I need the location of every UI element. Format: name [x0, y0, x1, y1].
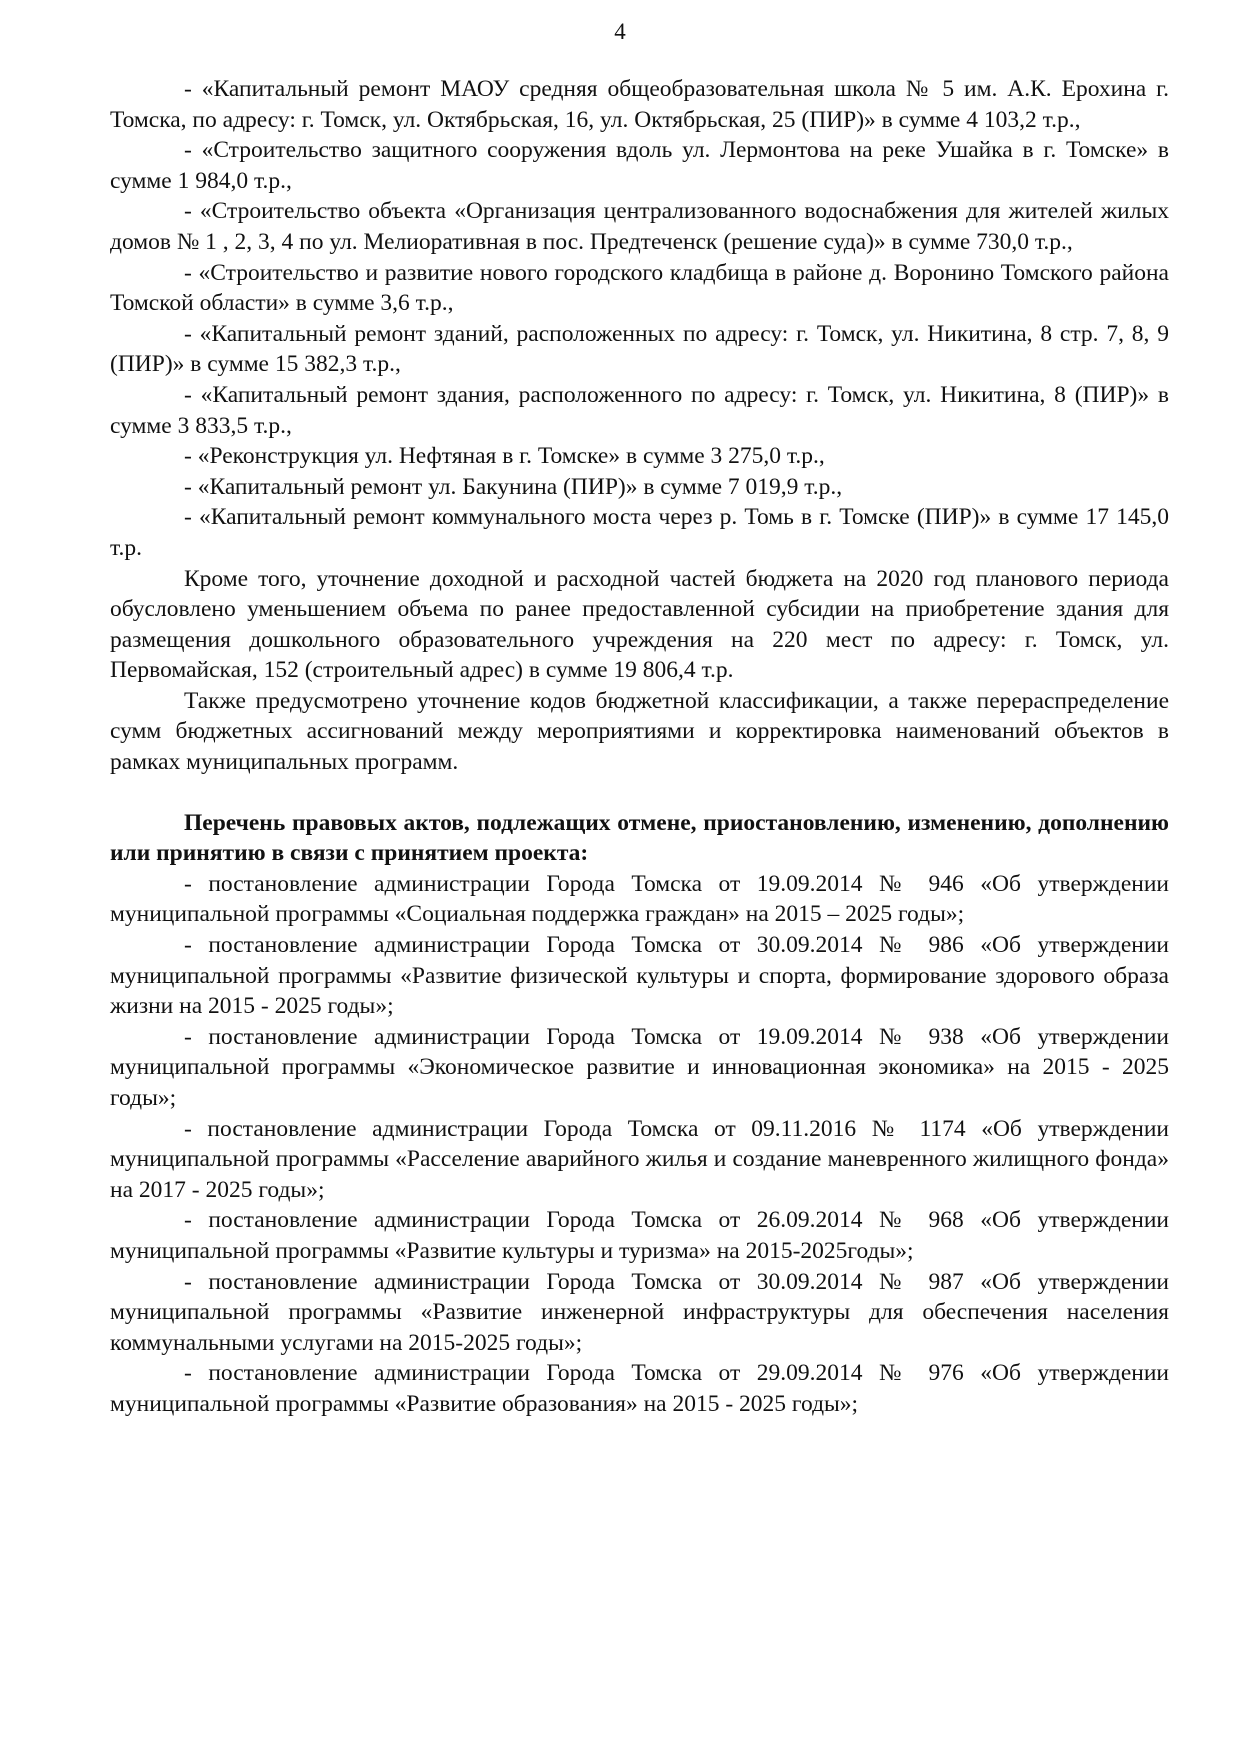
paragraph-list-item: - «Капитальный ремонт зданий, расположенных по адресу: г. Томск, ул. Никитина, 8 стр. 7, 8, 9 (ПИР)» в сумме 15 382,3 т.р., — [110, 320, 1169, 378]
paragraph-list-item: - «Капитальный ремонт МАОУ средняя общеобразовательная школа № 5 им. А.К. Ерохина г. Томска, по адресу: г. Томск, ул. Октябрьская, 16, ул. Октябрьская, 25 (ПИР)» в сумме 4 103,2 т.р., — [110, 76, 1169, 133]
legal-act-item: - постановление администрации Города Томска от 19.09.2014 № 938 «Об утверждении муниципальной программы «Экономическое развитие и инновационная экономика» на 2015 - 2025 годы»; — [110, 1023, 1169, 1111]
paragraph-text: Также предусмотрено уточнение кодов бюджетной классификации, а также перераспределение сумм бюджетных ассигнований между мероприятиями и корректировка наименований объектов в рамках муниципальных программ. — [110, 687, 1169, 776]
page-number: 4 — [614, 19, 626, 44]
paragraph-list-item: - «Капитальный ремонт коммунального моста через р. Томь в г. Томске (ПИР)» в сумме 17 145,0 т.р. — [110, 504, 1169, 561]
paragraph-list-item: - «Строительство и развитие нового городского кладбища в районе д. Воронино Томского района Томской области» в сумме 3,6 т.р., — [110, 259, 1169, 317]
legal-act-item: - постановление администрации Города Томска от 26.09.2014 № 968 «Об утверждении муниципальной программы «Развитие культуры и туризма» на 2015-2025годы»; — [110, 1207, 1169, 1264]
paragraph-list-item: - «Строительство объекта «Организация централизованного водоснабжения для жителей жилых домов № 1 , 2, 3, 4 по ул. Мелиоративная в пос. Предтеченск (решение суда)» в сумме 730,0 т.р., — [110, 198, 1169, 255]
paragraph-text: Кроме того, уточнение доходной и расходной частей бюджета на 2020 год планового периода обусловлено уменьшением объема по ранее предоставленной субсидии на приобретение здания для размещения дошкольного образовательного учреждения на 220 мест по адресу: г. Томск, ул. Первомайская, 152 (строительный адрес) в сумме 19 806,4 т.р. — [110, 565, 1169, 684]
paragraph-list-item: - «Реконструкция ул. Нефтяная в г. Томске» в сумме 3 275,0 т.р., — [184, 443, 825, 470]
document-body — [110, 74, 1169, 1420]
legal-act-item: - постановление администрации Города Томска от 19.09.2014 № 946 «Об утверждении муниципальной программы «Социальная поддержка граждан» на 2015 – 2025 годы»; — [110, 870, 1169, 928]
paragraph-list-item: - «Капитальный ремонт ул. Бакунина (ПИР)» в сумме 7 019,9 т.р., — [184, 473, 843, 500]
legal-act-item: - постановление администрации Города Томска от 30.09.2014 № 986 «Об утверждении муниципальной программы «Развитие физической культуры и спорта, формирование здорового образа жизни на 2015 - 2025 годы»; — [110, 932, 1169, 1020]
paragraph-list-item: - «Капитальный ремонт здания, расположенного по адресу: г. Томск, ул. Никитина, 8 (ПИР)» в сумме 3 833,5 т.р., — [110, 381, 1169, 439]
paragraph-list-item: - «Строительство защитного сооружения вдоль ул. Лермонтова на реке Ушайка в г. Томске» в сумме 1 984,0 т.р., — [110, 137, 1169, 194]
legal-act-item: - постановление администрации Города Томска от 29.09.2014 № 976 «Об утверждении муниципальной программы «Развитие образования» на 2015 - 2025 годы»; — [110, 1360, 1169, 1417]
section-heading: Перечень правовых актов, подлежащих отмене, приостановлению, изменению, дополнению или принятию в связи с принятием проекта: — [110, 809, 1169, 867]
legal-act-item: - постановление администрации Города Томска от 30.09.2014 № 987 «Об утверждении муниципальной программы «Развитие инженерной инфраструктуры для обеспечения населения коммунальными услугами на 2015-2025 годы»; — [110, 1268, 1169, 1356]
legal-act-item: - постановление администрации Города Томска от 09.11.2016 № 1174 «Об утверждении муниципальной программы «Расселение аварийного жилья и создание маневренного жилищного фонда» на 2017 - 2025 годы»; — [110, 1115, 1169, 1203]
